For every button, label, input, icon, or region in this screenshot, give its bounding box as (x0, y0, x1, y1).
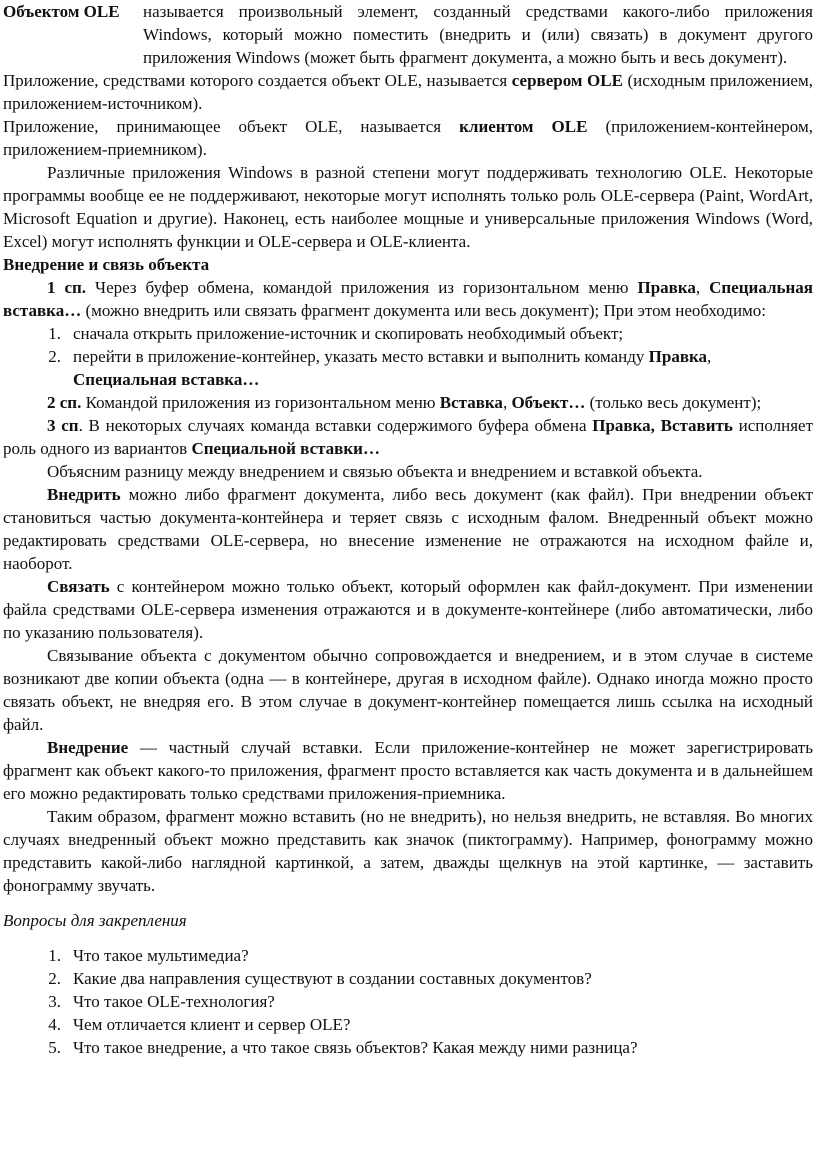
section-heading: Внедрение и связь объекта (3, 255, 210, 274)
method-2-paragraph: 2 сп. Командой приложения из горизонтальном меню Вставка, Объект… (только весь документ); (47, 393, 762, 412)
questions-list (3, 944, 813, 1059)
definition-text: называется произвольный элемент, созданный средствами какого-либо приложения Windows, который можно поместить (внедрить и (или) связать) в документ другого приложения Windows (может быть фрагмент документа, а можно быть и весь документ). (143, 2, 813, 67)
steps-list (3, 322, 813, 391)
support-paragraph: Различные приложения Windows в разной степени могут поддерживать технологию OLE. Некоторые программы вообще ее не поддерживают, некоторые могут исполнять только роль OLE-сервера (Paint, WordArt, Microsoft Equation и другие). Наконец, есть наиболее мощные и универсальные приложения Windows (Word, Excel) могут исполнять функции и OLE-сервера и OLE-клиента. (3, 163, 813, 251)
questions-heading: Вопросы для закрепления (3, 911, 187, 930)
link-paragraph: Связать с контейнером можно только объект, который оформлен как файл-документ. При изменении файла средствами OLE-сервера изменения отражаются и в документе-контейнере (либо автоматически, либо по указанию пользователя). (3, 577, 813, 642)
list-item: 2. перейти в приложение-контейнер, указать место вставки и выполнить команду Правка, Специальная вставка… (48, 347, 712, 389)
embed-paragraph: Внедрить можно либо фрагмент документа, либо весь документ (как файл). При внедрении объект становиться частью документа-контейнера и теряет связь с исходным фалом. Внедренный объект можно редактировать средствами OLE-сервера, но внесение изменение не отражаются на исходном файле и, наоборот. (3, 485, 813, 573)
method-3-paragraph: 3 сп. В некоторых случаях команда вставки содержимого буфера обмена Правка, Вставить исполняет роль одного из вариантов Специальной вставки… (3, 416, 813, 458)
conclusion-paragraph: Таким образом, фрагмент можно вставить (но не внедрить), но нельзя внедрить, не вставляя. Во многих случаях внедренный объект можно представить как значок (пиктограмму). Например, фонограмму можно представить какой-либо наглядной картинкой, а затем, дважды щелкнув на этой картинке, — заставить фонограмму звучать. (3, 807, 813, 895)
document-body (3, 0, 813, 1059)
method-1-paragraph: 1 сп. Через буфер обмена, командой приложения из горизонтальном меню Правка, Специальная вставка… (можно внедрить или связать фрагмент документа или весь документ); При этом необходимо: (3, 278, 813, 320)
definition-term: Объектом OLE (3, 2, 120, 21)
list-item: 1. Что такое мультимедиа? (48, 946, 249, 965)
client-paragraph: Приложение, принимающее объект OLE, называется клиентом OLE (приложением-контейнером, приложением-приемником). (3, 117, 813, 159)
list-item: 1. сначала открыть приложение-источник и скопировать необходимый объект; (48, 324, 624, 343)
definition-block (3, 0, 813, 69)
spacer (3, 897, 813, 909)
linking-paragraph: Связывание объекта с документом обычно сопровождается и внедрением, и в этом случае в системе возникают две копии объекта (одна — в контейнере, другая в исходном файле). Однако иногда можно просто связать объект, не внедряя его. В этом случае в документ-контейнер помещается лишь ссылка на исходный файл. (3, 646, 813, 734)
spacer (3, 932, 813, 944)
list-item: 2. Какие два направления существуют в создании составных документов? (48, 969, 592, 988)
list-item: 3. Что такое OLE-технология? (48, 992, 275, 1011)
list-item: 5. Что такое внедрение, а что такое связь объектов? Какая между ними разница? (48, 1038, 638, 1057)
embedding-paragraph: Внедрение — частный случай вставки. Если приложение-контейнер не может зарегистрировать фрагмент как объект какого-то приложения, фрагмент просто вставляется как часть документа и в дальнейшем его можно редактировать только средствами приложения-приемника. (3, 738, 813, 803)
list-item: 4. Чем отличается клиент и сервер OLE? (48, 1015, 351, 1034)
explain-paragraph: Объясним разницу между внедрением и связью объекта и внедрением и вставкой объекта. (47, 462, 703, 481)
server-paragraph: Приложение, средствами которого создается объект OLE, называется сервером OLE (исходным приложением, приложением-источником). (3, 71, 813, 113)
